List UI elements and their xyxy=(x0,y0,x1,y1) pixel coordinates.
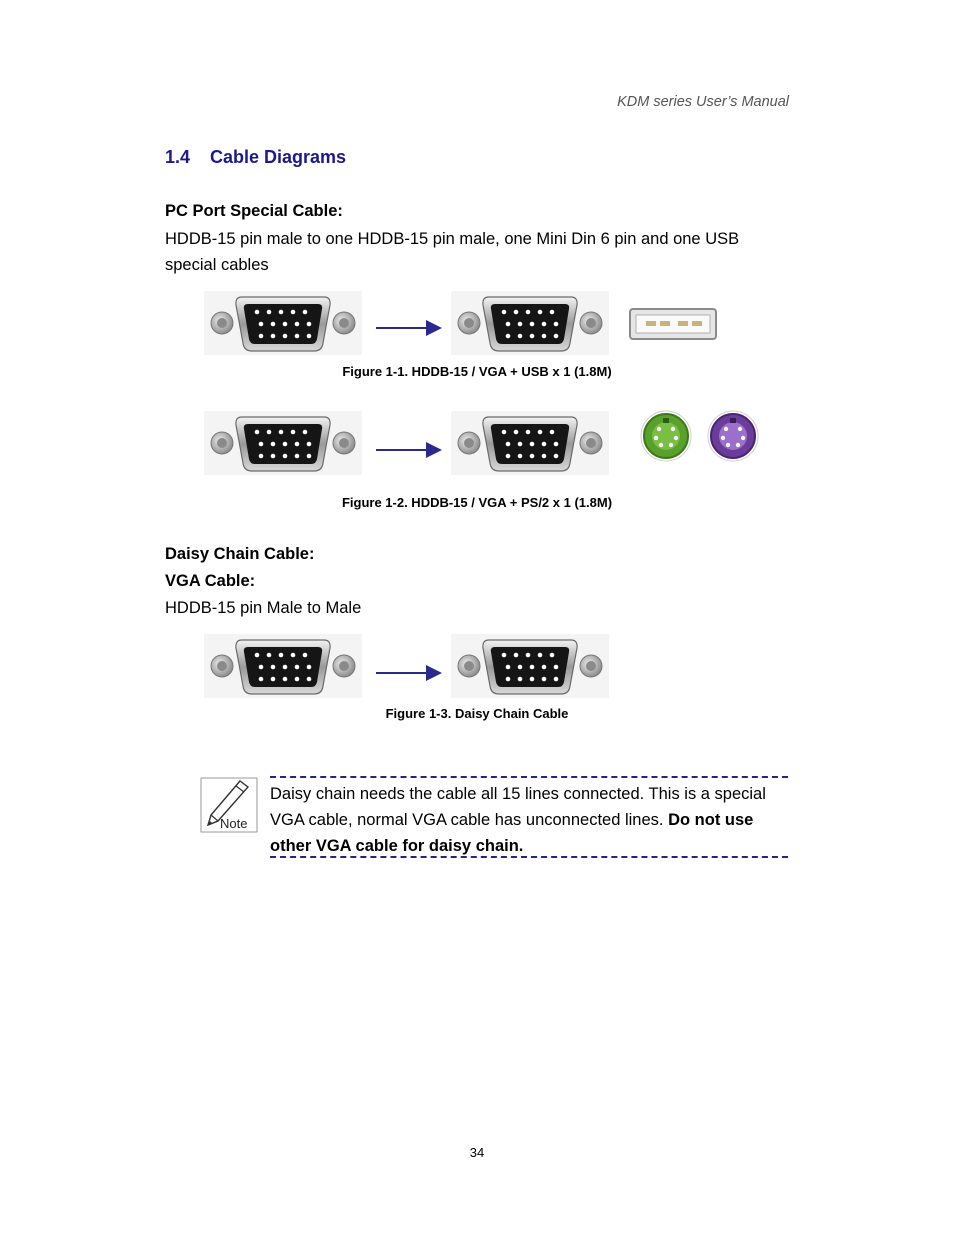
figure-1-3-diagram xyxy=(204,634,609,698)
vga-connector-left-icon xyxy=(204,634,362,698)
figure-1-1-caption: Figure 1-1. HDDB-15 / VGA + USB x 1 (1.8M) xyxy=(342,364,612,379)
vga-connector-left-icon xyxy=(204,411,362,475)
section-title: Cable Diagrams xyxy=(210,147,347,167)
vga-cable-description: HDDB-15 pin Male to Male xyxy=(165,599,362,617)
usb-connector-icon xyxy=(630,309,716,339)
page-number: 34 xyxy=(469,1145,485,1160)
note-icon-label: Note xyxy=(220,816,248,831)
note-icon xyxy=(200,777,258,833)
vga-connector-right-icon xyxy=(451,634,609,698)
vga-connector-right-icon xyxy=(451,291,609,355)
figure-1-2-caption: Figure 1-2. HDDB-15 / VGA + PS/2 x 1 (1.8M) xyxy=(341,495,613,510)
note-top-border xyxy=(270,776,788,778)
figure-1-2-diagram xyxy=(204,411,758,475)
running-header: KDM series User’s Manual xyxy=(617,94,789,110)
pc-port-description-line1: HDDB-15 pin male to one HDDB-15 pin male, one Mini Din 6 pin and one USB xyxy=(165,230,740,248)
vga-connector-right-icon xyxy=(451,411,609,475)
pc-port-heading: PC Port Special Cable: xyxy=(165,202,343,220)
note-text-bold: Do not use other VGA cable for daisy chain. xyxy=(270,811,754,855)
note-bottom-border xyxy=(270,856,788,858)
note-text xyxy=(270,781,788,859)
figure-1-3-caption: Figure 1-3. Daisy Chain Cable xyxy=(385,706,569,721)
note-box xyxy=(270,776,788,858)
ps2-purple-connector-icon xyxy=(708,411,758,461)
vga-cable-heading: VGA Cable: xyxy=(165,572,256,590)
section-number: 1.4 xyxy=(165,147,191,167)
daisy-chain-heading: Daisy Chain Cable: xyxy=(165,545,315,563)
vga-connector-left-icon xyxy=(204,291,362,355)
pc-port-description-line2: special cables xyxy=(165,256,269,274)
figure-1-1-diagram xyxy=(204,291,716,355)
note-text-plain: Daisy chain needs the cable all 15 lines connected. This is a special VGA cable, normal VGA cable has unconnected lines. xyxy=(270,785,766,829)
ps2-green-connector-icon xyxy=(641,411,691,461)
